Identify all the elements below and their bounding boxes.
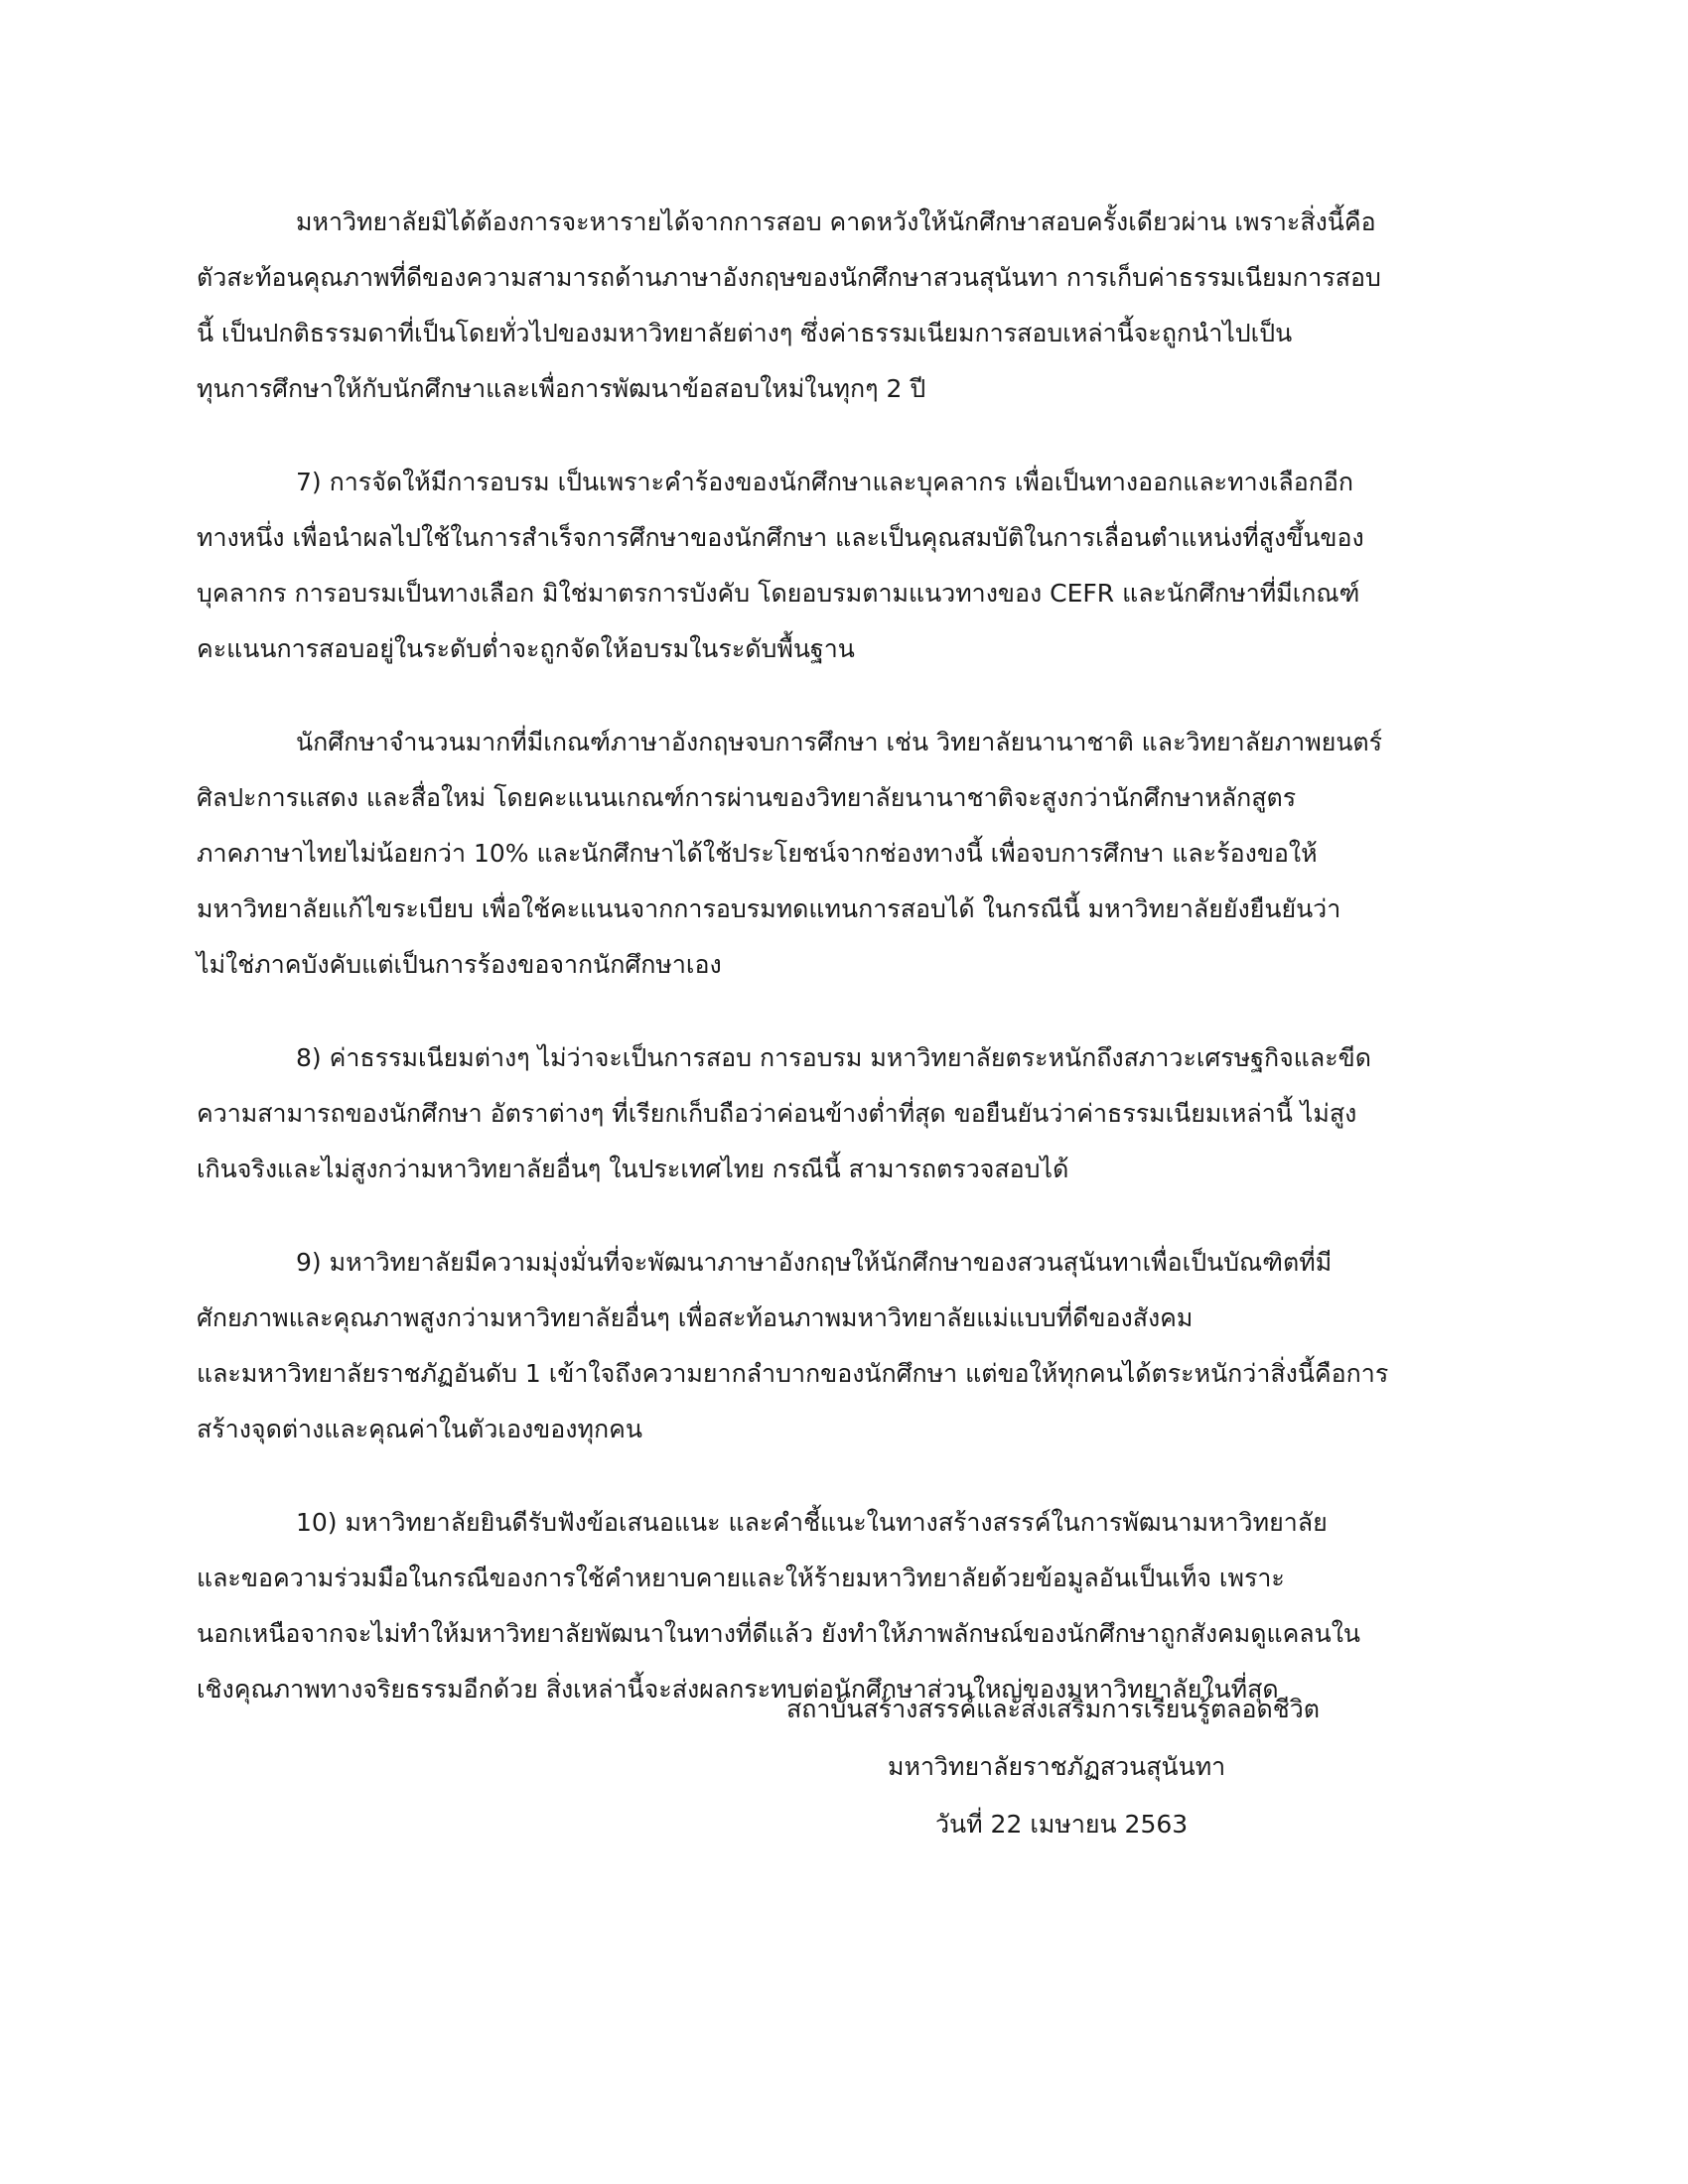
paragraph-item-8 [197,1030,1481,1197]
paragraph-line: ทุนการศึกษาให้กับนักศึกษาและเพื่อการพัฒนาข้อสอบใหม่ในทุกๆ 2 ปี [197,374,926,403]
paragraph-line: และขอความร่วมมือในกรณีของการใช้คำหยาบคายและให้ร้ายมหาวิทยาลัยด้วยข้อมูลอันเป็นเท็จ เพราะ [197,1564,1285,1592]
paragraph-intro [197,195,1481,417]
paragraph-line: ตัวสะท้อนคุณภาพที่ดีของความสามารถด้านภาษาอังกฤษของนักศึกษาสวนสุนันทา การเก็บค่าธรรมเนียมการสอบ [197,263,1381,292]
paragraph-line: มหาวิทยาลัยมิได้ต้องการจะหารายได้จากการสอบ คาดหวังให้นักศึกษาสอบครั้งเดียวผ่าน เพราะสิ่งนี้คือ [296,207,1376,236]
paragraph-students-criteria [197,715,1481,993]
paragraph-line: ภาคภาษาไทยไม่น้อยกว่า 10% และนักศึกษาได้ใช้ประโยชน์จากช่องทางนี้ เพื่อจบการศึกษา และร้องขอให้ [197,839,1318,868]
paragraph-line: ความสามารถของนักศึกษา อัตราต่างๆ ที่เรียกเก็บถือว่าค่อนข้างต่ำที่สุด ขอยืนยันว่าค่าธรรมเนียมเหล่านี้ ไม่สูง [197,1099,1357,1128]
signature-institute: สถาบันสร้างสรรค์และส่งเสริมการเรียนรู้ตลอดชีวิต [786,1695,1320,1723]
paragraph-line: มหาวิทยาลัยแก้ไขระเบียบ เพื่อใช้คะแนนจากการอบรมทดแทนการสอบได้ ในกรณีนี้ มหาวิทยาลัยยังยืนยันว่า [197,894,1341,923]
paragraph-line: นักศึกษาจำนวนมากที่มีเกณฑ์ภาษาอังกฤษจบการศึกษา เช่น วิทยาลัยนานาชาติ และวิทยาลัยภาพยนตร์ [296,728,1383,756]
paragraph-line: 7) การจัดให้มีการอบรม เป็นเพราะคำร้องของนักศึกษาและบุคลากร เพื่อเป็นทางออกและทางเลือกอีก [296,468,1354,496]
paragraph-line: 10) มหาวิทยาลัยยินดีรับฟังข้อเสนอแนะ และคำชี้แนะในทางสร้างสรรค์ในการพัฒนามหาวิทยาลัย [296,1508,1328,1537]
paragraph-item-9 [197,1235,1481,1457]
paragraph-line: คะแนนการสอบอยู่ในระดับต่ำจะถูกจัดให้อบรมในระดับพื้นฐาน [197,634,855,663]
paragraph-item-7 [197,455,1481,677]
paragraph-line: สร้างจุดต่างและคุณค่าในตัวเองของทุกคน [197,1415,642,1443]
paragraph-line: 8) ค่าธรรมเนียมต่างๆ ไม่ว่าจะเป็นการสอบ การอบรม มหาวิทยาลัยตระหนักถึงสภาวะเศรษฐกิจและขีด [296,1043,1371,1072]
paragraph-line: นี้ เป็นปกติธรรมดาที่เป็นโดยทั่วไปของมหาวิทยาลัยต่างๆ ซึ่งค่าธรรมเนียมการสอบเหล่านี้จะถูกนำไปเป็น [197,319,1293,347]
signature-date: วันที่ 22 เมษายน 2563 [935,1810,1189,1839]
signature-university: มหาวิทยาลัยราชภัฏสวนสุนันทา [888,1752,1226,1781]
paragraph-line: นอกเหนือจากจะไม่ทำให้มหาวิทยาลัยพัฒนาในทางที่ดีแล้ว ยังทำให้ภาพลักษณ์ของนักศึกษาถูกสังคมดูแคลนใน [197,1619,1361,1648]
paragraph-line: ทางหนึ่ง เพื่อนำผลไปใช้ในการสำเร็จการศึกษาของนักศึกษา และเป็นคุณสมบัติในการเลื่อนตำแหน่งที่สูงขึ้นของ [197,523,1364,552]
document-body [197,195,1481,1755]
paragraph-line: เกินจริงและไม่สูงกว่ามหาวิทยาลัยอื่นๆ ในประเทศไทย กรณีนี้ สามารถตรวจสอบได้ [197,1155,1069,1183]
paragraph-line: บุคลากร การอบรมเป็นทางเลือก มิใช่มาตรการบังคับ โดยอบรมตามแนวทางของ CEFR และนักศึกษาที่มีเกณฑ์ [197,579,1360,608]
paragraph-line: 9) มหาวิทยาลัยมีความมุ่งมั่นที่จะพัฒนาภาษาอังกฤษให้นักศึกษาของสวนสุนันทาเพื่อเป็นบัณฑิตที่มี [296,1248,1333,1277]
paragraph-line: ศิลปะการแสดง และสื่อใหม่ โดยคะแนนเกณฑ์การผ่านของวิทยาลัยนานาชาติจะสูงกว่านักศึกษาหลักสูตร [197,783,1297,812]
paragraph-line: เชิงคุณภาพทางจริยธรรมอีกด้วย สิ่งเหล่านี้จะส่งผลกระทบต่อนักศึกษาส่วนใหญ่ของมหาวิทยาลัยในที่สุด [197,1675,1279,1704]
paragraph-line: ไม่ใช่ภาคบังคับแต่เป็นการร้องขอจากนักศึกษาเอง [197,950,722,979]
paragraph-line: ศักยภาพและคุณภาพสูงกว่ามหาวิทยาลัยอื่นๆ เพื่อสะท้อนภาพมหาวิทยาลัยแม่แบบที่ดีของสังคม [197,1303,1194,1332]
paragraph-line: และมหาวิทยาลัยราชภัฏอันดับ 1 เข้าใจถึงความยากลำบากของนักศึกษา แต่ขอให้ทุกคนได้ตระหนักว่าสิ่งนี้คือการ [197,1359,1389,1388]
